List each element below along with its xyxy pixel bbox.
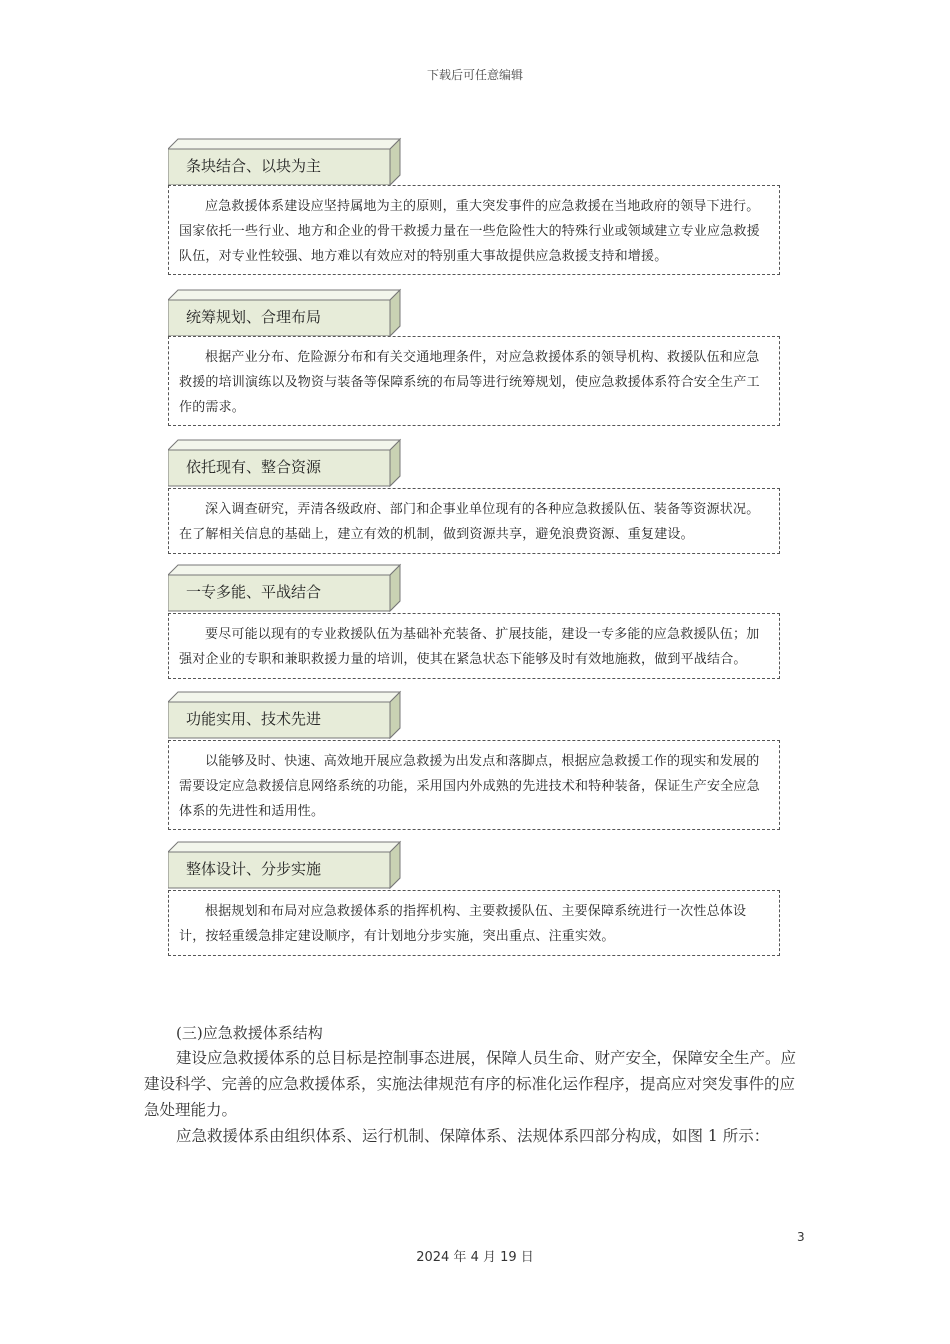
principle-title: 整体设计、分步实施: [186, 860, 322, 878]
principle-title: 条块结合、以块为主: [186, 157, 322, 175]
principle-body: 深入调查研究，弄清各级政府、部门和企事业单位现有的各种应急救援队伍、装备等资源状况。在了解相关信息的基础上，建立有效的机制，做到资源共享，避免浪费资源、重复建设。: [168, 488, 780, 554]
page-header: 下载后可任意编辑: [426, 68, 523, 82]
principle-title: 功能实用、技术先进: [186, 710, 322, 728]
principle-title: 一专多能、平战结合: [186, 583, 322, 601]
page-number: 3: [797, 1230, 805, 1244]
principle-body: 以能够及时、快速、高效地开展应急救援为出发点和落脚点，根据应急救援工作的现实和发展的需要设定应急救援信息网络系统的功能，采用国内外成熟的先进技术和特种装备，保证生产安全应急体系的先进性和适用性。: [168, 740, 780, 830]
principle-body: 要尽可能以现有的专业救援队伍为基础补充装备、扩展技能，建设一专多能的应急救援队伍；加强对企业的专职和兼职救援力量的培训，使其在紧急状态下能够及时有效地施救，做到平战结合。: [168, 613, 780, 679]
footer-date: 2024 年 4 月 19 日: [416, 1250, 534, 1265]
principle-body: 应急救援体系建设应坚持属地为主的原则，重大突发事件的应急救援在当地政府的领导下进行。国家依托一些行业、地方和企业的骨干救援力量在一些危险性大的特殊行业或领域建立专业应急救援队伍，对专业性较强、地方难以有效应对的特别重大事故提供应急救援支持和增援。: [168, 185, 780, 275]
principle-title-box: [168, 840, 388, 884]
principle-title-box: [168, 288, 388, 332]
principle-body: 根据产业分布、危险源分布和有关交通地理条件，对应急救援体系的领导机构、救援队伍和应急救援的培训演练以及物资与装备等保障系统的布局等进行统筹规划，使应急救援体系符合安全生产工作的需求。: [168, 336, 780, 426]
principle-title-box: [168, 438, 388, 482]
principle-title-box: [168, 137, 388, 181]
body-paragraph: 建设应急救援体系的总目标是控制事态进展，保障人员生命、财产安全，保障安全生产。应建设科学、完善的应急救援体系，实施法律规范有序的标准化运作程序，提高应对突发事件的应急处理能力。: [144, 1049, 797, 1119]
principle-title: 统筹规划、合理布局: [186, 308, 322, 326]
body-paragraph: 应急救援体系由组织体系、运行机制、保障体系、法规体系四部分构成，如图 1 所示：: [176, 1127, 770, 1145]
section-heading: (三)应急救援体系结构: [176, 1024, 323, 1042]
principle-body: 根据规划和布局对应急救援体系的指挥机构、主要救援队伍、主要保障系统进行一次性总体设计，按轻重缓急排定建设顺序，有计划地分步实施，突出重点、注重实效。: [168, 890, 780, 956]
principle-title-box: [168, 690, 388, 734]
principle-title-box: [168, 563, 388, 607]
principle-title: 依托现有、整合资源: [186, 458, 322, 476]
